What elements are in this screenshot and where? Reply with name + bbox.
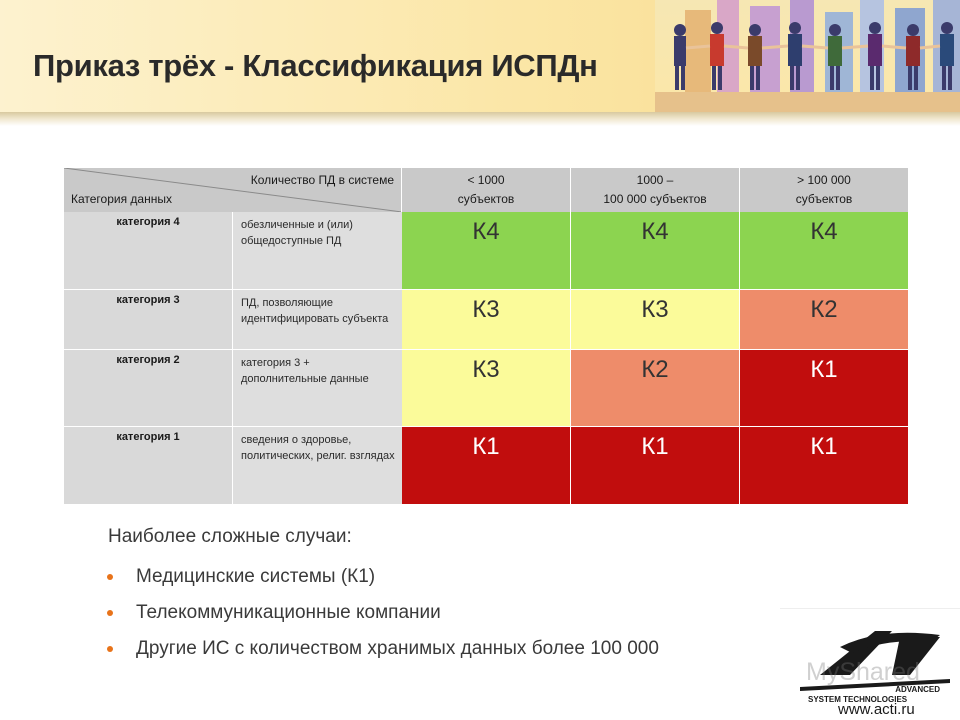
class-cell: К1 [571,427,740,504]
class-cell: К1 [740,350,908,427]
table-row-category-label: категория 2 [64,350,233,427]
class-cell: К4 [402,212,571,290]
table-row-category-label: категория 4 [64,212,233,290]
slide-title: Приказ трёх - Классификация ИСПДн [33,48,598,83]
class-cell: К2 [571,350,740,427]
class-cell: К1 [402,427,571,504]
class-cell: К3 [571,290,740,350]
column-header-2: 1000 – 100 000 субъектов [571,168,740,212]
bullet-dot-icon [107,574,113,580]
table-row-category-label: категория 1 [64,427,233,504]
table-row-description: обезличенные и (или) общедоступные ПД [233,212,402,290]
table-row-description: сведения о здоровье, политических, религ. взглядах [233,427,402,504]
business-people-illustration [655,0,960,112]
bullet-dot-icon [107,610,113,616]
notes-section [108,526,352,548]
watermark: MyShared [806,658,920,686]
class-cell: К4 [571,212,740,290]
class-cell: К4 [740,212,908,290]
table-row-description: ПД, позволяющие идентифицировать субъекта [233,290,402,350]
corner-label-category: Категория данных [71,192,172,206]
column-header-3: > 100 000 субъектов [740,168,908,212]
class-cell: К2 [740,290,908,350]
bullet-dot-icon [107,646,113,652]
header-divider [0,112,960,126]
table-row-category-label: категория 3 [64,290,233,350]
table-row-description: категория 3 + дополнительные данные [233,350,402,427]
column-header-1: < 1000 субъектов [402,168,571,212]
class-cell: К1 [740,427,908,504]
logo-caption: ADVANCED SYSTEM TECHNOLOGIES [808,685,940,704]
notes-title: Наиболее сложные случаи: [108,526,352,547]
class-cell: К3 [402,350,571,427]
website-link[interactable]: www.acti.ru [838,701,915,718]
corner-label-quantity: Количество ПД в системе [250,173,394,187]
table-corner-header [64,168,402,212]
classification-table [64,168,908,504]
class-cell: К3 [402,290,571,350]
